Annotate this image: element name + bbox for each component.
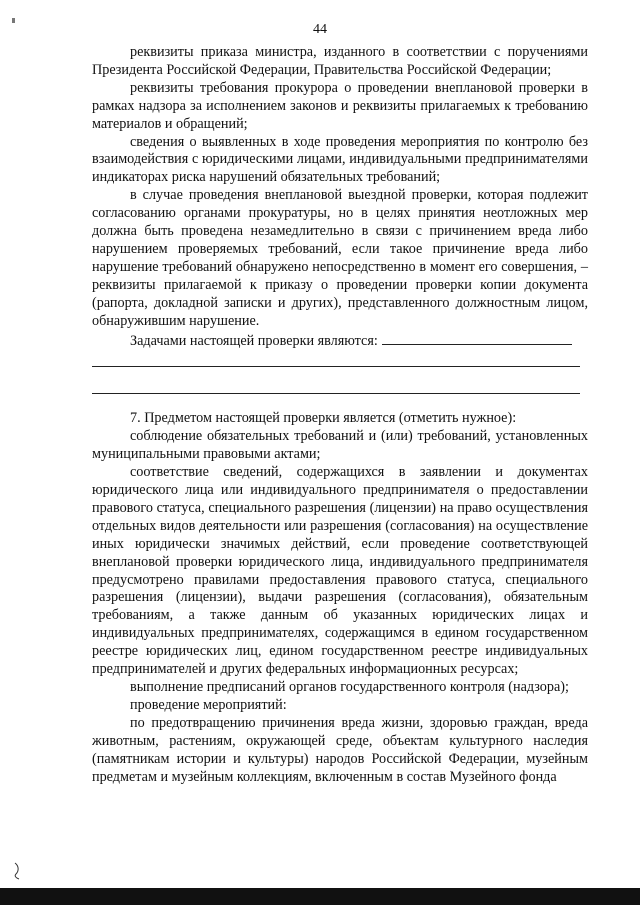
page-number: 44: [313, 22, 327, 37]
paragraph-orders-execution: выполнение предписаний органов государственного контроля (надзора);: [130, 679, 569, 695]
paragraph-inspection-tasks: [92, 331, 588, 351]
scan-mark-icon: [12, 862, 22, 880]
paragraph-prosecutor-requirement: реквизиты требования прокурора о проведении внеплановой проверки в рамках надзора за исполнением законов и реквизиты прилагаемых к требованию материалов и обращений;: [92, 79, 588, 132]
paragraph-information-conformity: соответствие сведений, содержащихся в заявлении и документах юридического лица или индивидуального предпринимателя о предоставлении правового статуса, специального разрешения (лицензии) на право осуществления отдельных видов деятельности или разрешения (согласования) на осуществление иных юридически значимых действий, если проведение соответствующей внеплановой проверки юридического лица, индивидуального предпринимателя предусмотрено правилами предоставления правового статуса, специального разрешения (лицензии), выдачи разрешения (согласования), обязательным требованиям, а также данным об указанных юридических лицах и индивидуальных предпринимателях, содержащимся в едином государственном реестре юридических лиц, едином государственном реестре индивидуальных предпринимателей и других федеральных информационных ресурсах;: [92, 464, 588, 678]
scan-bottom-edge: [0, 888, 640, 905]
document-body: [92, 44, 588, 786]
tasks-blank-field[interactable]: [382, 331, 572, 345]
paragraph-compliance: соблюдение обязательных требований и (или) требований, установленных муниципальными правовыми актами;: [92, 428, 588, 463]
paragraph-order-details: реквизиты приказа министра, изданного в соответствии с поручениями Президента Российской Федерации, Правительства Российской Федерации;: [92, 44, 588, 78]
paragraph-risk-indicators: сведения о выявленных в ходе проведения мероприятия по контролю без взаимодействия с юридическими лицами, индивидуальными предпринимателями индикаторах риска нарушений обязательных требований;: [92, 133, 588, 186]
tasks-blank-line-1[interactable]: [92, 366, 580, 367]
inspection-tasks-label: Задачами настоящей проверки являются:: [130, 332, 378, 349]
tasks-blank-line-2[interactable]: [92, 393, 580, 394]
paragraph-harm-prevention: по предотвращению причинения вреда жизни, здоровью граждан, вреда животным, растениям, окружающей среде, объектам культурного наследия (памятникам истории и культуры) народов Российской Федерации, музейным предметам и музейным коллекциям, включенным в состав Музейного фонда: [92, 714, 588, 785]
paragraph-urgent-inspection: в случае проведения внеплановой выездной проверки, которая подлежит согласованию органами прокуратуры, но в целях принятия неотложных мер должна быть проведена незамедлительно в связи с причинением вреда либо нарушением проверяемых требований, если такое причинение вреда либо нарушение требований обнаружено непосредственно в момент его совершения, – реквизиты прилагаемой к приказу о проведении проверки копии документа (рапорта, докладной записки и других), представленного должностным лицом, обнаружившим нарушение.: [92, 187, 588, 329]
paragraph-measures: проведение мероприятий:: [130, 696, 287, 713]
section-7-heading: 7. Предметом настоящей проверки является (отметить нужное):: [130, 410, 517, 427]
